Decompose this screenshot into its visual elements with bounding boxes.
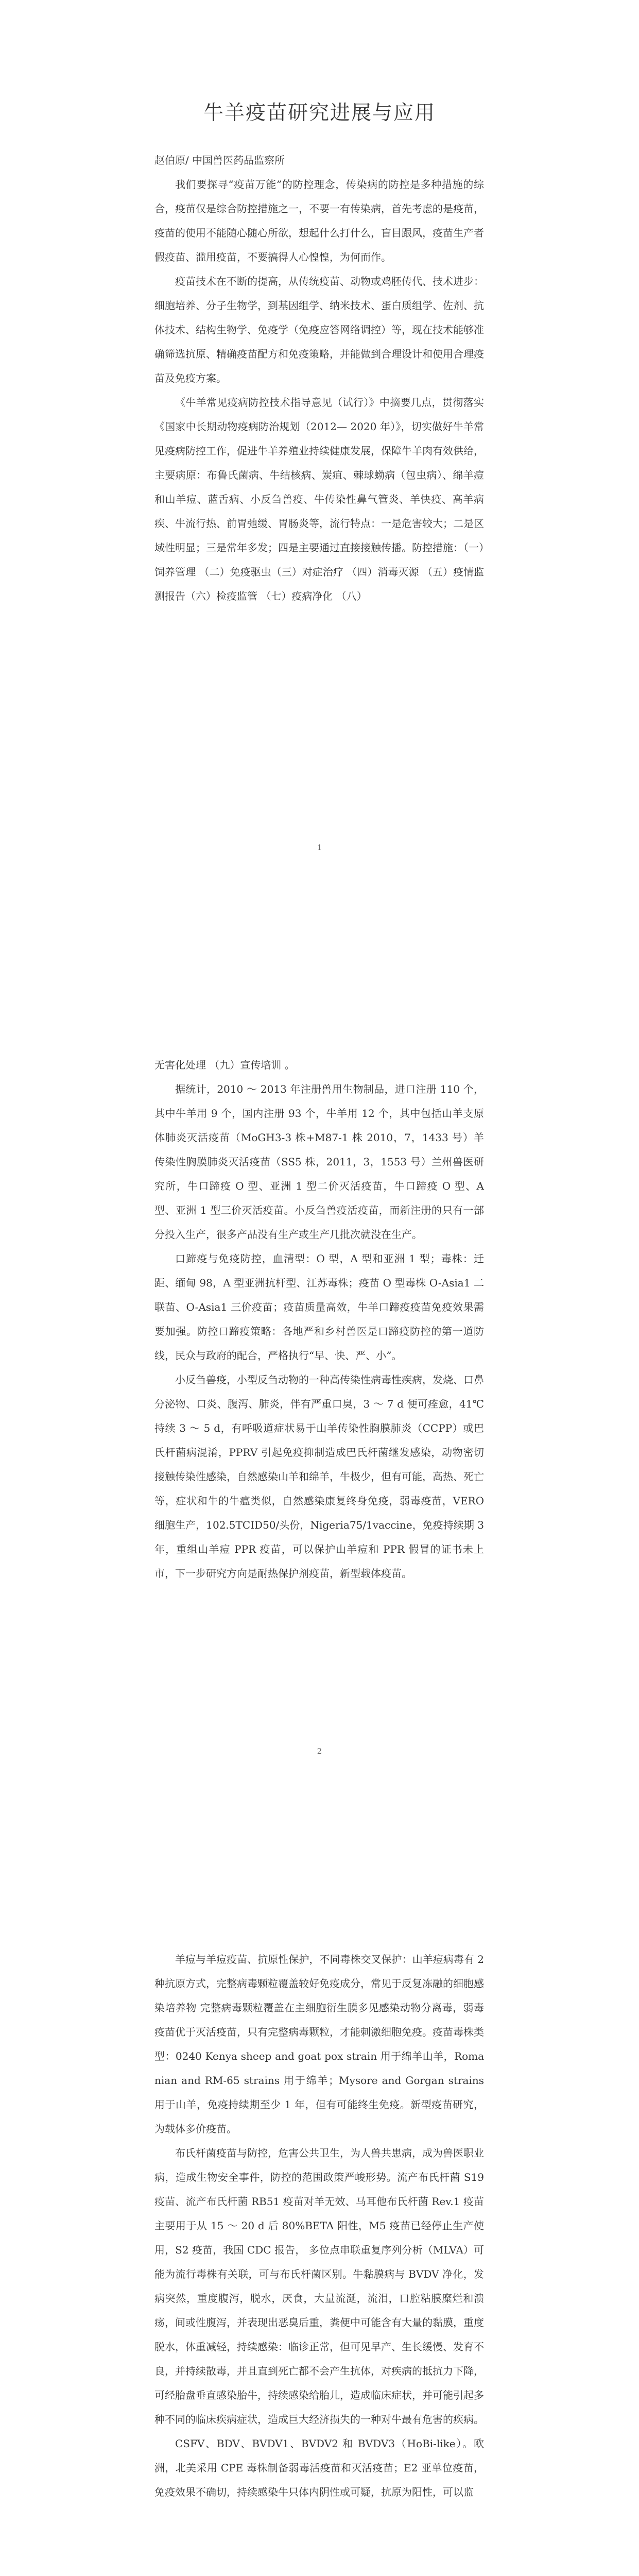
paragraph: 羊痘与羊痘疫苗、抗原性保护，不同毒株交叉保护：山羊痘病毒有 2 种抗原方式，完整病毒颗粒覆盖较好免疫成分，常见于反复冻融的细胞感染培养物 完整病毒颗粒覆盖在主细胞衍生膜多见感染动物分离毒，弱毒疫苗优于灭活疫苗，只有完整病毒颗粒，才能刺激细胞免疫。疫苗毒株类型：0240 Kenya sheep and goat pox strain 用于绵羊山羊，Romanian and RM-65 strains 用于绵羊；Mysore and Gorgan strains 用于山羊，免疫持续期至少 1 年，但有可能终生免疫。新型疫苗研究，为载体多价疫苗。 — [154, 1953, 484, 2135]
page-number: 2 — [317, 1747, 322, 1756]
document-title: 牛羊疫苗研究进展与应用 — [203, 101, 436, 125]
paragraph: 小反刍兽疫，小型反刍动物的一种高传染性病毒性疾病，发烧、口鼻分泌物、口炎、腹泻、肺炎，伴有严重口臭，3 ～ 7 d 便可痊愈，41℃ 持续 3 ～ 5 d，有呼吸道症状易于山羊传染性胸膜肺炎（CCPP）或巴氏杆菌病混淆，PPRV 引起免疫抑制造成巴氏杆菌继发感染，动物密切接触传染性感染，自然感染山羊和绵羊，牛极少，但有可能，高热、死亡等，症状和牛的牛瘟类似，自然感染康复终身免疫，弱毒疫苗，VERO 细胞生产，102.5TCID50/头份，Nigeria75/1vaccine，免疫持续期 3 年，重组山羊痘 PPR 疫苗，可以保护山羊痘和 PPR 假冒的证书未上市，下一步研究方向是耐热保护剂疫苗，新型载体疫苗。 — [154, 1374, 484, 1580]
paragraph: 口蹄疫与免疫防控，血清型：O 型，A 型和亚洲 1 型；毒株：迁距、缅甸 98，A 型亚洲抗杆型、江苏毒株；疫苗 O 型毒株 O-Asia1 二联苗、O-Asia1 三价疫苗；疫苗质量高效，牛羊口蹄疫疫苗免疫效果需要加强。防控口蹄疫策略：各地严和乡村兽医是口蹄疫防控的第一道防线，民众与政府的配合，严格执行“早、快、严、小”。 — [154, 1252, 484, 1362]
paragraph: 疫苗技术在不断的提高，从传统疫苗、动物或鸡胚传代、技术进步：细胞培养、分子生物学，到基因组学、纳米技术、蛋白质组学、佐剂、抗体技术、结构生物学、免疫学（免疫应答网络调控）等，现在技术能够准确筛选抗原、精确疫苗配方和免疫策略，并能做到合理设计和使用合理疫苗及免疫方案。 — [154, 275, 484, 384]
paragraph: 我们要探寻“疫苗万能”的防控理念，传染病的防控是多种措施的综合，疫苗仅是综合防控措施之一，不要一有传染病，首先考虑的是疫苗，疫苗的使用不能随心随心所欲，想起什么打什么，盲目跟风，疫苗生产者假疫苗、滥用疫苗，不要搞得人心惶惶，为何而作。 — [154, 178, 484, 263]
page-3 — [0, 1807, 639, 2576]
page-1 — [0, 0, 639, 904]
paragraph: 无害化处理 （九）宣传培训 。 — [154, 1059, 295, 1071]
paragraph: 布氏杆菌疫苗与防控，危害公共卫生，为人兽共患病，成为兽医职业病，造成生物安全事件，防控的范围政策严峻形势。流产布氏杆菌 S19 疫苗、流产布氏杆菌 RB51 疫苗对羊无效、马耳他布氏杆菌 Rev.1 疫苗主要用于从 15 ～ 20 d 后 80%BETA 阳性，M5 疫苗已经停止生产使用，S2 疫苗，我国 CDC 报告， 多位点串联重复序列分析（MLVA）可能为流行毒株有关联，可与布氏杆菌区别。牛黏膜病与 BVDV 净化，发病突然，重度腹泻，脱水，厌食，大量流涎，流泪，口腔粘膜糜烂和溃疡，间或性腹泻，并表现出恶臭后重，粪便中可能含有大量的黏膜，重度脱水，体重减轻，持续感染：临诊正常，但可见早产、生长缓慢、发育不良，并持续散毒，并且直到死亡都不会产生抗体，对疾病的抵抗力下降，可经胎盘垂直感染胎牛，持续感染给胎儿，造成临床症状，并可能引起多种不同的临床疾病症状，造成巨大经济损失的一种对牛最有危害的疾病。 — [154, 2147, 484, 2426]
paragraph: 据统计，2010 ～ 2013 年注册兽用生物制品，进口注册 110 个，其中牛羊用 9 个，国内注册 93 个，牛羊用 12 个，其中包括山羊支原体肺炎灭活疫苗（MoGH3-3 株+M87-1 株 2010，7，1433 号）羊传染性胸膜肺炎灭活疫苗（SS5 株，2011，3，1553 号）兰州兽医研究所，牛口蹄疫 O 型、亚洲 1 型二价灭活疫苗，牛口蹄疫 O 型、A 型、亚洲 1 型三价灭活疫苗。小反刍兽疫活疫苗，而新注册的只有一部分投入生产，很多产品没有生产或生产几批次就没在生产。 — [154, 1083, 484, 1241]
page-number: 1 — [317, 843, 322, 852]
page-2 — [0, 904, 639, 1807]
author-line: 赵伯原/ 中国兽医药品监察所 — [154, 154, 285, 166]
paragraph: CSFV、BDV、BVDV1、BVDV2 和 BVDV3（HoBi-like）。欧洲，北美采用 CPE 毒株制备弱毒活疫苗和灭活疫苗；E2 亚单位疫苗，免疫效果不确切，持续感染牛只体内阴性或可疑，抗原为阳性，可以监 — [154, 2437, 484, 2498]
paragraph: 《牛羊常见疫病防控技术指导意见（试行）》中摘要几点，贯彻落实《国家中长期动物疫病防治规划（2012— 2020 年）》，切实做好牛羊常见疫病防控工作，促进牛羊养殖业持续健康发展，保障牛羊肉有效供给，主要病原：布鲁氏菌病、牛结核病、炭疽、棘球蚴病（包虫病）、绵羊痘和山羊痘、蓝舌病、小反刍兽疫、牛传染性鼻气管炎、羊快疫、高羊病疾、牛流行热、前胃弛缓、胃肠炎等，流行特点：一是危害较大；二是区域性明显；三是常年多发；四是主要通过直接接触传播。防控措施：（一）饲养管理 （二）免疫驱虫（三）对症治疗 （四）消毒灭源 （五）疫情监测报告（六）检疫监管 （七）疫病净化 （八） — [154, 396, 484, 602]
